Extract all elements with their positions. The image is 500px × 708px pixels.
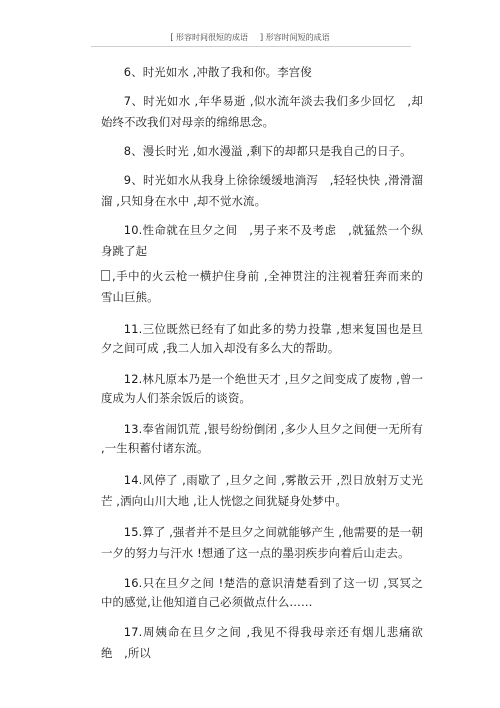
entry-8: 8、漫长时光 ,如水漫溢 ,剩下的却都只是我自己的日子。 [123,144,412,158]
entry-10-continued-text: ,手中的火云枪一横护住身前 ,全神贯注的注视着狂奔而来的雪山巨熊。 [101,269,423,304]
entry-11: 11.三位既然已经有了如此多的势力投靠 ,想来复国也是旦夕之间可成 ,我二人加入却没有多么大的帮助。 [101,322,423,355]
header-divider [91,46,411,47]
header-right-title: ] 形容时间短的成语 [260,33,330,42]
entry-9: 9、时光如水从我身上徐徐缓缓地淌泻 ,轻轻快快 ,滑滑溜溜 ,只知身在水中 ,却不觉水流。 [101,173,423,208]
entry-7: 7、时光如水 ,年华易逝 ,似水流年淡去我们多少回忆 ,却始终不改我们对母亲的绵绵思念。 [101,94,423,129]
entry-14: 14.风停了 ,雨歇了 ,旦夕之间 ,雾散云开 ,烈日放射万丈光芒 ,洒向山川大地 ,让人恍惚之间犹疑身处梦中。 [101,473,423,508]
entry-6: 6、时光如水 ,冲散了我和你。李宫俊 [123,65,312,79]
page-header [0,33,500,43]
entry-16: 16.只在旦夕之间 !楚浩的意识清楚看到了这一切 ,冥冥之中的感觉,让他知道自己必须做点什么…… [101,576,423,609]
entry-13: 13.奉省闹饥荒 ,银号纷纷倒闭 ,多少人旦夕之间便一无所有 ,一生积蓄付诸东流。 [101,422,423,455]
document-body [101,62,423,664]
header-left-title: [ 形容时间很短的成语 [170,33,248,42]
entry-10: 10.性命就在旦夕之间 ,男子来不及考虑 ,就猛然一个纵身跳了起 [101,223,423,258]
entry-10-continued [101,266,423,308]
entry-17: 17.周姨命在旦夕之间 ,我见不得我母亲还有烟儿悲痛欲绝 ,所以 [101,625,423,660]
missing-glyph-box [101,270,110,281]
entry-15: 15.算了 ,强者并不是旦夕之间就能够产生 ,他需要的是一朝一夕的努力与汗水 !想通了这一点的墨羽疾步向着后山走去。 [101,525,423,560]
entry-12: 12.林凡原本乃是一个绝世天才 ,旦夕之间变成了废物 ,曾一度成为人们茶余饭后的谈资。 [101,372,423,405]
